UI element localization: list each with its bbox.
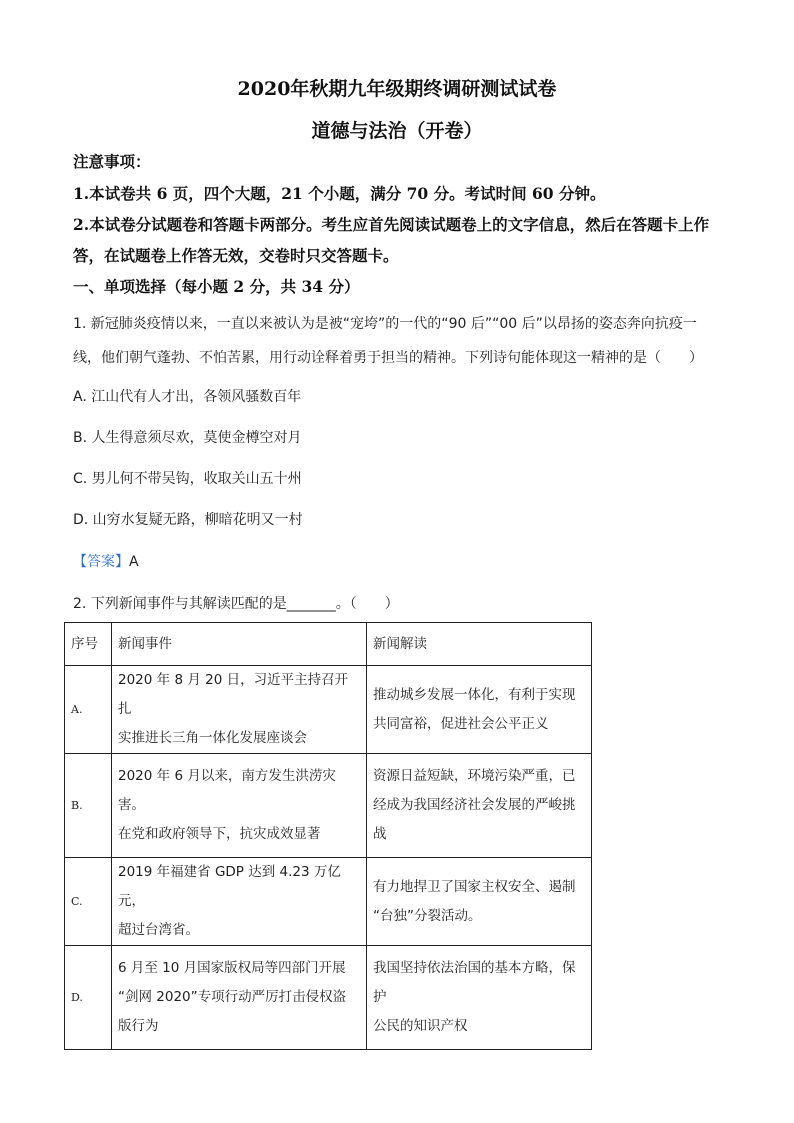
event-line: 实推进长三角一体化发展座谈会 [118, 730, 307, 746]
header-reading: 新闻解读 [367, 623, 592, 666]
notes-heading: 注意事项： [73, 152, 151, 171]
notes-line-1: 1.本试卷共 6 页，四个大题，21 个小题，满分 70 分。考试时间 60 分钟。 [73, 184, 606, 203]
row-id: A. [65, 666, 112, 754]
row-event [112, 946, 367, 1050]
q1-option-b: B. 人生得意须尽欢，莫使金樽空对月 [73, 430, 302, 446]
reading-line: 经成为我国经济社会发展的严峻挑 [373, 797, 576, 813]
event-line: 版行为 [118, 1018, 159, 1034]
section-1-heading: 一、单项选择（每小题 2 分，共 34 分） [73, 277, 360, 296]
q1-option-c: C. 男儿何不带吴钩，收取关山五十州 [73, 471, 302, 487]
q1-option-a: A. 江山代有人才出，各领风骚数百年 [73, 389, 302, 405]
reading-line: “台独”分裂活动。 [373, 907, 482, 924]
table-row [65, 858, 592, 946]
q1-option-d: D. 山穷水复疑无路，柳暗花明又一村 [73, 512, 303, 528]
reading-line: 护 [373, 989, 387, 1005]
row-event [112, 754, 367, 858]
row-reading [367, 666, 592, 754]
event-line: 在党和政府领导下，抗灾成效显著 [118, 826, 321, 842]
row-reading [367, 858, 592, 946]
row-reading [367, 754, 592, 858]
table-row [65, 754, 592, 858]
table-row [65, 666, 592, 754]
table-header-row [65, 623, 592, 666]
q2-stem: 2. 下列新闻事件与其解读匹配的是_______。（ ） [73, 596, 399, 612]
header-event: 新闻事件 [112, 623, 367, 666]
reading-line: 我国坚持依法治国的基本方略，保 [373, 960, 576, 976]
notes-line-2a: 2.本试卷分试题卷和答题卡两部分。考生应首先阅读试题卷上的文字信息，然后在答题卡上作 [73, 215, 710, 234]
answer-value: A [129, 554, 139, 570]
reading-line: 有力地捍卫了国家主权安全、遏制 [373, 878, 576, 895]
q1-answer [73, 551, 139, 571]
table-row [65, 946, 592, 1050]
notes-line-2b: 答，在试题卷上作答无效，交卷时只交答题卡。 [73, 246, 399, 265]
event-line: 2020 年 8 月 20 日，习近平主持召开扎 [118, 672, 349, 717]
event-line: 2019 年福建省 GDP 达到 4.23 万亿元， [118, 864, 341, 909]
row-id: B. [65, 754, 112, 858]
q1-stem-line-2: 线，他们朝气蓬勃、不怕苦累，用行动诠释着勇于担当的精神。下列诗句能体现这一精神的是（ ） [73, 350, 703, 366]
q1-stem-line-1: 1. 新冠肺炎疫情以来，一直以来被认为是被“宠垮”的一代的“90 后”“00 后”以昂扬的姿态奔向抗疫一 [73, 316, 697, 332]
news-table [64, 622, 592, 1050]
event-line: 6 月至 10 月国家版权局等四部门开展 [118, 960, 346, 976]
row-id: D. [65, 946, 112, 1050]
row-event [112, 858, 367, 946]
reading-line: 公民的知识产权 [373, 1018, 468, 1034]
header-id: 序号 [65, 623, 112, 666]
answer-tag: 【答案】 [73, 554, 129, 570]
reading-line: 资源日益短缺，环境污染严重，已 [373, 768, 576, 784]
reading-line: 共同富裕，促进社会公平正义 [373, 715, 549, 732]
row-reading [367, 946, 592, 1050]
reading-line: 推动城乡发展一体化，有利于实现 [373, 686, 576, 703]
exam-title: 2020年秋期九年级期终调研测试试卷 [237, 78, 557, 100]
reading-line: 战 [373, 826, 387, 842]
row-event [112, 666, 367, 754]
exam-subtitle: 道德与法治（开卷） [311, 120, 483, 142]
event-line: 2020 年 6 月以来，南方发生洪涝灾害。 [118, 768, 336, 813]
event-line: 超过台湾省。 [118, 922, 199, 938]
event-line: “剑网 2020”专项行动严厉打击侵权盗 [118, 989, 347, 1005]
row-id: C. [65, 858, 112, 946]
